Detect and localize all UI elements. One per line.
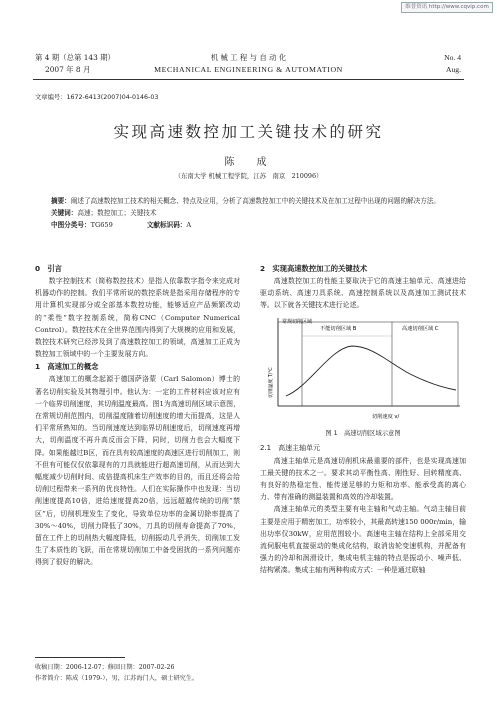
section-heading-intro: 0 引言 — [35, 264, 62, 273]
figure-1-caption: 图 1 高速切削区域示意图 — [325, 429, 401, 437]
header-date: 2007 年 8 月 — [45, 65, 91, 74]
abstract-text — [51, 195, 443, 207]
doc-code: A — [186, 221, 192, 229]
section-heading-concept: 1 高速加工的概念 — [35, 362, 99, 372]
doc-code-label: 文献标识码： — [146, 221, 187, 229]
figure-1-diagram — [260, 316, 466, 428]
keywords-text: 高速；数控加工；关键技术 — [77, 209, 157, 217]
zone-c-label: 高速切削区域 C — [402, 325, 439, 332]
header-number — [444, 52, 461, 76]
abstract-block — [51, 195, 443, 231]
paragraph-spindle-2: 高速主轴单元的类型主要有电主轴和气动主轴。气动主轴目前主要是应用于精密加工，功率较小，其最高转速150 000r/min，输出功率仅30kW，应用范围较小。高速电主轴在结构上全部采用交流伺服电机直接驱动的集成化结构，取消齿轮变速机构，并配备有强力的冷却和润滑设计，集成电机主轴的特点是振动小、噪声低、结构紧凑。集成主轴有两种构成方式：一种是通过联轴 — [260, 505, 466, 575]
header-rule — [33, 79, 464, 80]
paper-affiliation: （东南大学 机械工程学院，江苏 南京 210096） — [174, 172, 323, 180]
keywords-label: 关键词： — [51, 209, 78, 217]
abstract-label: 摘要： — [51, 197, 71, 205]
journal-title-en: MECHANICAL ENGINEERING & AUTOMATION — [154, 65, 343, 74]
temperature-curve — [286, 346, 456, 396]
y-axis-label: 切削温度 T/℃ — [269, 366, 274, 398]
paragraph-key-tech: 高速数控加工的性能主要取决于它的高速主轴单元、高速进给驱动系统、高速刀具系统、高速控制系统以及高速加工测试技术等。以下就各关键技术进行论述。 — [260, 277, 466, 310]
zone-a-label: 常规切削区域 — [282, 318, 313, 325]
footnote-author-bio: 作者简介：陈成（1979-），男，江苏海门人，硕士研究生。 — [35, 675, 199, 682]
header-month: Aug. — [446, 65, 461, 74]
x-axis-label: 切削速度 v/ — [372, 413, 400, 420]
watermark: 维普资讯 http://www.cqvip.com — [401, 2, 493, 13]
classification-code: TG659 — [90, 221, 113, 229]
header-no: No. 4 — [444, 53, 461, 62]
paper-author: 陈 成 — [224, 157, 273, 168]
zone-b-label: 不能切削区域 B — [320, 325, 357, 332]
classification-label: 中图分类号： — [51, 221, 91, 229]
plot-frame — [278, 322, 458, 406]
paragraph-concept: 高速加工的概念起源于德国萨洛蒙（Carl Salomon）博士的著名切削实验及其物理引申。他认为：一定的工件材料应该对应有一个临界切削速度，其切削温度最高。图1为高速切削区域示意图，在常规切削范围内，切削温度随着切削速度的增大而提高，这是人们平常所熟知的。当切削速度达到临界切削速度后，切削速度再增大，切削温度不再升高反而会下降，同时，切削力也会大幅度下降。如果能越过B区，而在具有较高速度的高速区进行切削加工，则不但有可能仅仅依靠现有的刀具就能进行超高速切削，从而达到大幅度减少切削时间、成倍提高机床生产效率的目的，而且还将会给切削过程带来一系列的优良特性。人们在实际操作中也发现：当切削速度提高10倍，进给速度提高20倍，远远超越传统的切削“禁区”后，切削机理发生了变化，导致单位功率的金属切除率提高了30%～40%，切削力降低了30%，刀具的切削寿命提高了70%，留在工件上的切削热大幅度降低，切削振动几乎消失，切削加工发生了本质性的飞跃，而在常规切削加工中备受困扰的一系列问题亦得到了很好的解决。 — [35, 375, 240, 567]
header-journal — [0, 52, 497, 76]
footnote — [35, 662, 198, 684]
abstract-body: 阐述了高速数控加工技术的相关概念、特点及应用，分析了高速数控加工中的关键技术及在加工过程中出现的问题的解决方法。 — [70, 197, 441, 205]
figure-1 — [260, 316, 466, 428]
keywords-line — [51, 207, 443, 219]
subsection-heading-spindle: 2.1 高速主轴单元 — [260, 443, 321, 452]
article-number: 文章编号：1672-6413(2007)04-0146-03 — [35, 94, 159, 101]
right-column — [260, 262, 466, 577]
classification-line — [51, 219, 443, 231]
paper-title: 实现高速数控加工关键技术的研究 — [113, 123, 384, 141]
journal-title-cn: 机 械 工 程 与 自 动 化 — [210, 53, 287, 62]
section-heading-key-tech: 2 实现高速数控加工的关键技术 — [260, 264, 368, 273]
left-column — [35, 262, 240, 569]
paragraph-spindle-1: 高速主轴单元是高速切削机床最重要的部件，也是实现高速加工最关键的技术之一。要求其动平衡性高、刚性好、回转精度高、有良好的热稳定性、能传递足够的力矩和功率、能承受高的离心力、带有准确的测温装置和高效的冷却装置。 — [260, 456, 466, 502]
footnote-received: 收稿日期：2006-12-07；修回日期：2007-02-26 — [35, 664, 175, 671]
footnote-rule — [35, 657, 125, 658]
header-issue: 第 4 期（总第 143 期） — [35, 53, 115, 62]
paragraph-intro: 数字控制技术（简称数控技术）是指人依靠数字指令来完成对机器动作的控制。我们平常所说的数控系统是指采用存储程序的专用计算机实现部分或全部基本数控功能，能够适应产品频繁改动的“柔性”数字控制系统，简称CNC（Computer Numerical Control）。数控技术在全世界范围内得到了大规模的应用和发展，数控技术研究已经涉及到了高速数控加工的领域，高速加工正成为数控加工领域中的一个主要发展方向。 — [35, 277, 240, 359]
